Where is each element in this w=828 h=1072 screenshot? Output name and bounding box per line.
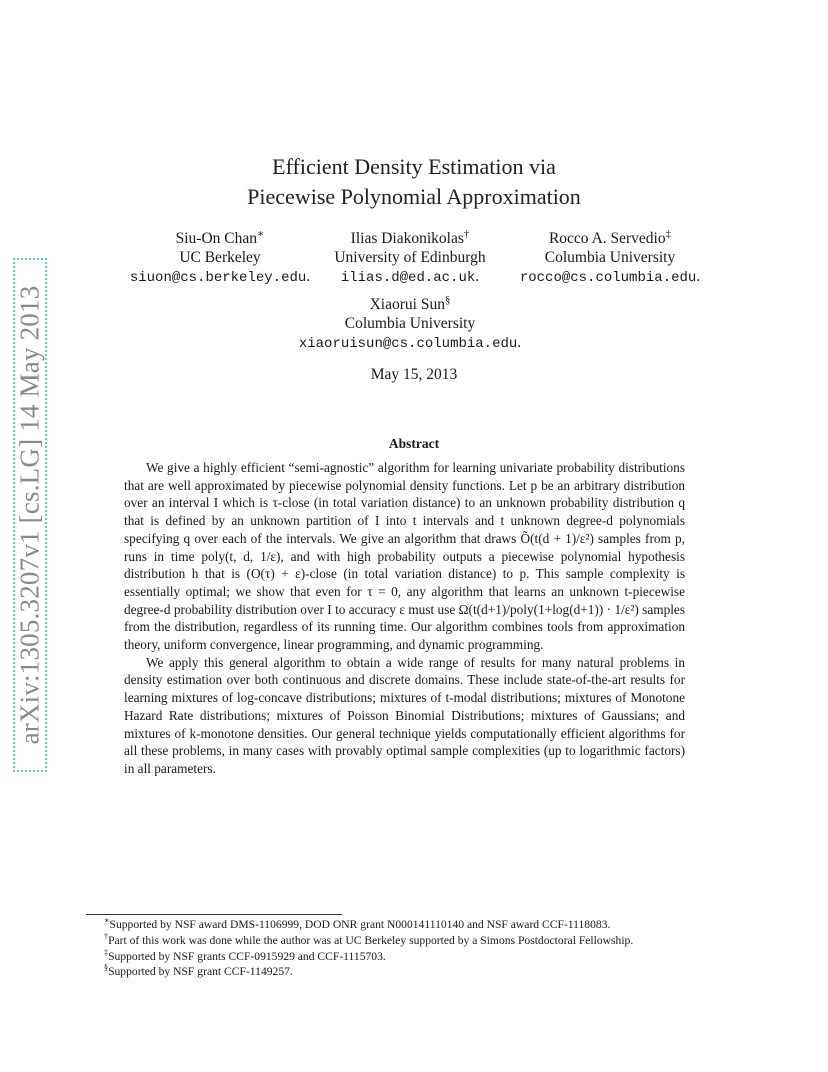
author-email[interactable]: xiaoruisun@cs.columbia.edu <box>298 336 518 352</box>
author-block-4 <box>290 295 530 354</box>
abstract-paragraph-2: We apply this general algorithm to obtain a wide range of results for many natural problems in density estimation over both continuous and discrete domains. These include state-of-the-art results for learning mixtures of log-concave distributions; mixtures of t-modal distributions; mixtures of Monotone Hazard Rate distributions; mixtures of Poisson Binomial Distributions; mixtures of Gaussians; and mixtures of k-monotone densities. Our general technique yields computationally efficient algorithms for all these problems, in many cases with provably optimal sample complexities (up to logarithmic factors) in all parameters. <box>124 654 685 776</box>
footnote-rule <box>86 914 342 915</box>
author-name: Ilias Diakonikolas† <box>350 227 470 247</box>
author-email[interactable]: ilias.d@ed.ac.uk <box>340 270 476 286</box>
author-affiliation: Columbia University <box>544 249 676 266</box>
author-affiliation: University of Edinburgh <box>334 249 486 266</box>
author-email[interactable]: siuon@cs.berkeley.edu <box>129 270 307 286</box>
author-email[interactable]: rocco@cs.columbia.edu <box>519 270 697 286</box>
arxiv-stamp <box>13 258 47 772</box>
arxiv-stamp-text: arXiv:1305.3207v1 [cs.LG] 14 May 2013 <box>14 285 45 745</box>
author-name: Siu-On Chan∗ <box>175 227 265 247</box>
footnotes <box>104 917 754 980</box>
author-email-line: ilias.d@ed.ac.uk. <box>340 268 480 286</box>
author-name: Rocco A. Servedio‡ <box>548 227 672 247</box>
footnote-item: §Supported by NSF grant CCF-1149257. <box>104 963 293 979</box>
abstract-body <box>124 459 685 778</box>
paper-date: May 15, 2013 <box>370 366 458 383</box>
author-email-line: rocco@cs.columbia.edu. <box>519 268 701 286</box>
footnote-item: †Part of this work was done while the author was at UC Berkeley supported by a Simons Postdoctoral Fellowship. <box>104 931 634 947</box>
author-affiliation: UC Berkeley <box>179 249 261 266</box>
author-name: Xiaorui Sun§ <box>369 293 451 313</box>
footnote-item: ∗Supported by NSF award DMS-1106999, DOD ONR grant N000141110140 and NSF award CCF-1118083. <box>104 916 611 931</box>
abstract-paragraph-1: We give a highly efficient “semi-agnostic” algorithm for learning univariate probability distributions that are well approximated by piecewise polynomial density functions. Let p be an arbitrary distribution over an interval I which is τ-close (in total variation distance) to an unknown probability distribution q that is defined by an unknown partition of I into t intervals and t unknown degree-d polynomials specifying q over each of the intervals. We give an algorithm that draws Õ(t(d + 1)/ε²) samples from p, runs in time poly(t, d, 1/ε), and with high probability outputs a piecewise polynomial hypothesis distribution h that is (O(τ) + ε)-close (in total variation distance) to p. This sample complexity is essentially optimal; we show that even for τ = 0, any algorithm that learns an unknown t-piecewise degree-d probability distribution over I to accuracy ε must use Ω(t(d+1)/poly(1+log(d+1)) · 1/ε²) samples from the distribution, regardless of its running time. Our algorithm combines tools from approximation theory, uniform convergence, linear programming, and dynamic programming. <box>124 460 685 653</box>
author-email-line: xiaoruisun@cs.columbia.edu. <box>298 334 522 352</box>
title-line-2: Piecewise Polynomial Approximation <box>247 184 581 209</box>
author-affiliation: Columbia University <box>344 315 476 332</box>
paper-title <box>0 152 828 212</box>
abstract-heading: Abstract <box>388 436 440 451</box>
footnote-item: ‡Supported by NSF grants CCF-0915929 and CCF-1115703. <box>104 947 386 963</box>
author-block-3 <box>490 229 730 288</box>
author-email-line: siuon@cs.berkeley.edu. <box>129 268 311 286</box>
title-line-1: Efficient Density Estimation via <box>272 154 556 179</box>
